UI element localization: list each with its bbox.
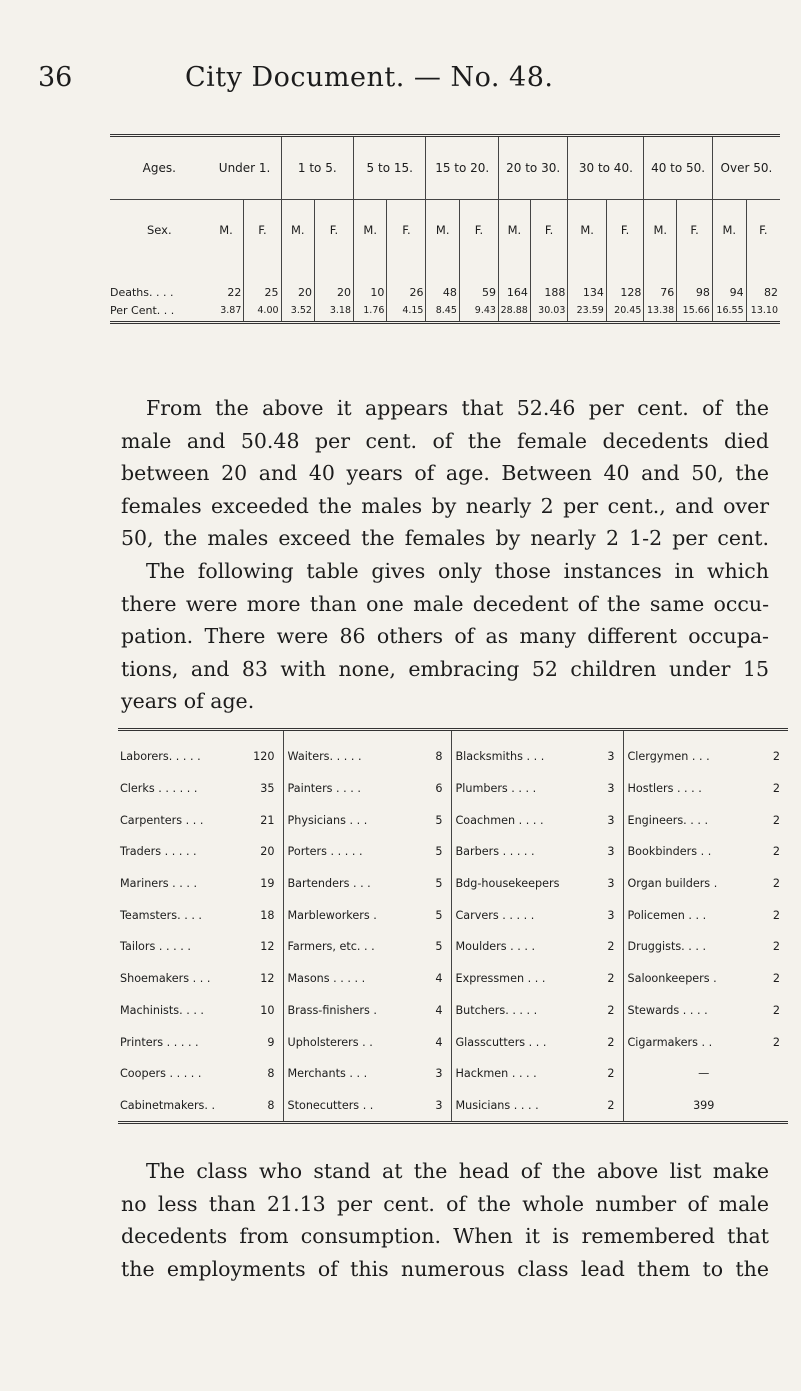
occupations-table (118, 728, 788, 1124)
occupation-count: 5 (435, 940, 443, 954)
occupation-name: Engineers. . . . (627, 813, 709, 827)
occupation-count: 19 (260, 877, 275, 891)
occupation-cell (451, 868, 623, 900)
occupation-name: Saloonkeepers . (627, 972, 717, 986)
occupation-name: Cabinetmakers. . (120, 1098, 216, 1112)
male-header: M. (281, 200, 314, 261)
occupation-name: Tailors . . . . . (120, 940, 191, 954)
female-header: F. (677, 200, 713, 261)
occupation-cell (283, 1058, 451, 1090)
occupation-count: 12 (260, 940, 275, 954)
occupation-count: 5 (435, 813, 443, 827)
occupation-name: Carvers . . . . . (455, 908, 535, 922)
page-number: 36 (38, 62, 73, 93)
deaths-row (110, 260, 780, 299)
occupation-count: 5 (435, 908, 443, 922)
text-line: pation. There were 86 others of as many different occupa- (121, 624, 769, 649)
female-header: F. (746, 200, 780, 261)
occupation-cell (623, 1090, 788, 1123)
occupation-count: 3 (607, 908, 615, 922)
page-header (0, 62, 801, 112)
percent-row (110, 299, 780, 323)
occupation-row (118, 730, 788, 773)
deaths-cell: 76 (644, 260, 677, 299)
occupation-cell (283, 1090, 451, 1123)
occupation-name: Bookbinders . . (627, 845, 712, 859)
deaths-cell: 48 (426, 260, 459, 299)
occupation-name: Policemen . . . (627, 908, 707, 922)
occupation-count: 2 (772, 877, 780, 891)
occupation-name: Clergymen . . . (627, 750, 710, 764)
occupation-count: 6 (435, 782, 443, 796)
occupation-cell (283, 868, 451, 900)
occupation-cell (451, 804, 623, 836)
sex-header-row (110, 200, 780, 261)
occupation-name: Hackmen . . . . (455, 1067, 537, 1081)
occupation-count: 2 (772, 813, 780, 827)
occupation-count: 2 (607, 1035, 615, 1049)
occupation-cell (118, 995, 283, 1027)
occupation-name: Carpenters . . . (120, 813, 204, 827)
occupation-total: 399 (693, 1098, 715, 1112)
female-header: F. (606, 200, 644, 261)
occupation-name: Mariners . . . . (120, 877, 198, 891)
deaths-label: Deaths. . . . (110, 286, 174, 299)
occupation-count: 5 (435, 845, 443, 859)
occupation-cell (118, 836, 283, 868)
text-line: From the above it appears that 52.46 per cent. of the (146, 396, 769, 420)
occupation-count: 120 (253, 750, 275, 764)
percent-cell: 9.43 (459, 299, 498, 323)
occupation-cell (451, 836, 623, 868)
occupation-count: 3 (607, 845, 615, 859)
occupation-cell (118, 804, 283, 836)
age-group: 20 to 30. (498, 136, 567, 200)
percent-cell: 3.87 (209, 299, 244, 323)
male-header: M. (209, 200, 244, 261)
occupation-cell (623, 868, 788, 900)
deaths-cell: 98 (677, 260, 713, 299)
occupation-count: 2 (772, 1003, 780, 1017)
text-line: The class who stand at the head of the above list make (146, 1159, 769, 1183)
deaths-cell: 164 (498, 260, 530, 299)
occupation-name: Upholsterers . . (287, 1035, 373, 1049)
occupation-cell (623, 804, 788, 836)
text-line: there were more than one male decedent of the same occu- (121, 591, 769, 616)
occupation-cell (283, 963, 451, 995)
occupation-name: Cigarmakers . . (627, 1035, 713, 1049)
occupation-count: 2 (772, 845, 780, 859)
occupation-row (118, 899, 788, 931)
occupation-name: Plumbers . . . . (455, 782, 537, 796)
occupation-cell (623, 995, 788, 1027)
percent-cell: 13.10 (750, 304, 778, 316)
deaths-by-age-table (110, 134, 780, 324)
occupation-cell (118, 773, 283, 805)
occupation-count: 5 (435, 877, 443, 891)
percent-cell: 8.45 (426, 299, 459, 323)
occupation-name: Glasscutters . . . (455, 1035, 547, 1049)
occupation-name: Blacksmiths . . . (455, 750, 545, 764)
percent-cell: 23.59 (568, 299, 606, 323)
occupation-cell (623, 1026, 788, 1058)
deaths-cell: 20 (314, 260, 353, 299)
occupation-count: 8 (267, 1098, 275, 1112)
occupation-name: Coachmen . . . . (455, 813, 544, 827)
age-group: 15 to 20. (426, 136, 498, 200)
occupation-cell (451, 730, 623, 773)
male-header: M. (568, 200, 606, 261)
occupation-cell (451, 963, 623, 995)
age-group: Over 50. (720, 161, 773, 175)
occupation-row (118, 995, 788, 1027)
sex-label: Sex. (110, 200, 209, 261)
text-line: no less than 21.13 per cent. of the whole number of male (121, 1191, 769, 1216)
occupation-cell (451, 773, 623, 805)
occupation-cell (623, 730, 788, 773)
occupation-name: Bdg-housekeepers (455, 877, 560, 891)
occupation-name: Masons . . . . . (287, 972, 366, 986)
occupation-name: Barbers . . . . . (455, 845, 535, 859)
occupation-row (118, 1026, 788, 1058)
text-line: females exceeded the males by nearly 2 per cent., and over (121, 493, 769, 518)
percent-cell: 3.52 (281, 299, 314, 323)
deaths-cell: 134 (568, 260, 606, 299)
deaths-cell: 20 (281, 260, 314, 299)
male-header: M. (644, 200, 677, 261)
deaths-cell: 128 (606, 260, 644, 299)
percent-cell: 20.45 (606, 299, 644, 323)
occupation-row (118, 804, 788, 836)
percent-cell: 1.76 (354, 299, 387, 323)
occupation-cell (623, 1058, 788, 1090)
occupation-name: Painters . . . . (287, 782, 361, 796)
deaths-cell: 82 (764, 286, 778, 299)
occupation-name: Brass-finishers . (287, 1003, 377, 1017)
occupation-name: Traders . . . . . (120, 845, 197, 859)
occupation-cell (451, 1026, 623, 1058)
ages-header-row (110, 136, 780, 200)
occupation-row (118, 963, 788, 995)
occupation-row (118, 868, 788, 900)
deaths-cell: 59 (459, 260, 498, 299)
occupation-row (118, 1058, 788, 1090)
occupation-total: — (698, 1067, 710, 1081)
occupation-count: 20 (260, 845, 275, 859)
deaths-cell: 188 (530, 260, 568, 299)
occupation-cell (451, 931, 623, 963)
occupation-count: 3 (435, 1067, 443, 1081)
occupation-cell (283, 836, 451, 868)
text-line: years of age. (121, 689, 255, 714)
male-header: M. (354, 200, 387, 261)
occupation-name: Expressmen . . . (455, 972, 546, 986)
percent-cell: 28.88 (498, 299, 530, 323)
running-title: City Document. — No. 48. (185, 62, 554, 93)
occupation-count: 18 (260, 908, 275, 922)
occupation-count: 2 (607, 940, 615, 954)
occupation-count: 12 (260, 972, 275, 986)
occupation-count: 3 (607, 813, 615, 827)
occupation-cell (283, 1026, 451, 1058)
occupation-name: Merchants . . . (287, 1067, 368, 1081)
occupation-count: 10 (260, 1003, 275, 1017)
occupation-count: 2 (607, 1003, 615, 1017)
occupation-count: 2 (772, 940, 780, 954)
occupation-count: 2 (772, 972, 780, 986)
text-line: The following table gives only those instances in which (146, 558, 769, 583)
occupation-count: 2 (772, 750, 780, 764)
occupation-cell (623, 899, 788, 931)
occupation-cell (283, 773, 451, 805)
deaths-cell: 94 (712, 260, 746, 299)
occupation-count: 2 (772, 1035, 780, 1049)
percent-cell: 3.18 (314, 299, 353, 323)
occupation-name: Printers . . . . . (120, 1035, 199, 1049)
female-header: F. (387, 200, 426, 261)
occupation-name: Clerks . . . . . . (120, 782, 198, 796)
male-header: M. (426, 200, 459, 261)
age-group: 40 to 50. (644, 136, 712, 200)
text-line: tions, and 83 with none, embracing 52 children under 15 (121, 656, 769, 681)
male-header: M. (498, 200, 530, 261)
percent-cell: 4.00 (244, 299, 281, 323)
occupation-cell (283, 931, 451, 963)
occupation-count: 8 (267, 1067, 275, 1081)
percent-label: Per Cent. . . (110, 303, 175, 317)
text-line: 50, the males exceed the females by nearly 2 1-2 per cent. (121, 526, 769, 551)
female-header: F. (459, 200, 498, 261)
occupation-name: Stonecutters . . (287, 1098, 374, 1112)
deaths-cell: 22 (209, 260, 244, 299)
occupation-name: Musicians . . . . (455, 1098, 539, 1112)
percent-cell: 4.15 (387, 299, 426, 323)
occupation-count: 2 (607, 1067, 615, 1081)
occupation-cell (283, 899, 451, 931)
occupation-name: Porters . . . . . (287, 845, 363, 859)
occupation-cell (118, 1026, 283, 1058)
occupation-count: 21 (260, 813, 275, 827)
occupation-count: 3 (607, 782, 615, 796)
female-header: F. (314, 200, 353, 261)
occupation-cell (118, 1058, 283, 1090)
occupation-name: Farmers, etc. . . (287, 940, 375, 954)
female-header: F. (530, 200, 568, 261)
text-line: between 20 and 40 years of age. Between 40 and 50, the (121, 461, 769, 486)
occupation-cell (118, 963, 283, 995)
occupation-row (118, 1090, 788, 1123)
occupation-name: Shoemakers . . . (120, 972, 211, 986)
occupation-count: 3 (607, 877, 615, 891)
occupation-count: 2 (607, 972, 615, 986)
occupation-count: 3 (607, 750, 615, 764)
occupation-cell (451, 1090, 623, 1123)
occupation-cell (283, 804, 451, 836)
occupation-cell (283, 730, 451, 773)
occupation-cell (623, 773, 788, 805)
occupation-cell (118, 931, 283, 963)
age-group: 1 to 5. (281, 136, 353, 200)
occupation-name: Bartenders . . . (287, 877, 371, 891)
occupation-count: 35 (260, 782, 275, 796)
occupation-name: Coopers . . . . . (120, 1067, 202, 1081)
occupation-count: 9 (267, 1035, 275, 1049)
occupation-row (118, 931, 788, 963)
occupation-name: Physicians . . . (287, 813, 368, 827)
age-group: 30 to 40. (568, 136, 644, 200)
occupation-name: Teamsters. . . . (120, 908, 202, 922)
occupation-cell (118, 1090, 283, 1123)
female-header: F. (244, 200, 281, 261)
occupation-name: Organ builders . (627, 877, 718, 891)
occupation-name: Stewards . . . . (627, 1003, 708, 1017)
occupation-row (118, 773, 788, 805)
occupation-cell (451, 899, 623, 931)
age-group: 5 to 15. (354, 136, 426, 200)
occupation-row (118, 836, 788, 868)
percent-cell: 15.66 (677, 299, 713, 323)
occupation-count: 8 (435, 750, 443, 764)
text-line: decedents from consumption. When it is remembered that (121, 1224, 769, 1249)
occupation-cell (623, 963, 788, 995)
text-line: male and 50.48 per cent. of the female decedents died (121, 428, 769, 453)
occupation-name: Hostlers . . . . (627, 782, 702, 796)
male-header: M. (712, 200, 746, 261)
occupation-cell (118, 730, 283, 773)
occupation-cell (283, 995, 451, 1027)
paragraph-consumption-ages (121, 392, 769, 718)
occupation-name: Butchers. . . . . (455, 1003, 538, 1017)
deaths-cell: 10 (354, 260, 387, 299)
occupation-cell (451, 1058, 623, 1090)
occupation-name: Marbleworkers . (287, 908, 377, 922)
occupation-cell (451, 995, 623, 1027)
age-group: Under 1. (209, 136, 281, 200)
occupation-name: Machinists. . . . (120, 1003, 204, 1017)
occupation-cell (623, 836, 788, 868)
occupation-name: Druggists. . . . (627, 940, 707, 954)
ages-label: Ages. (142, 161, 176, 175)
occupation-count: 4 (435, 1003, 443, 1017)
paragraph-laborers (121, 1155, 769, 1285)
occupation-cell (118, 899, 283, 931)
occupation-count: 3 (435, 1098, 443, 1112)
occupation-count: 2 (772, 908, 780, 922)
percent-cell: 16.55 (712, 299, 746, 323)
deaths-cell: 26 (387, 260, 426, 299)
occupation-cell (623, 931, 788, 963)
occupation-count: 2 (772, 782, 780, 796)
occupation-name: Moulders . . . . (455, 940, 536, 954)
percent-cell: 13.38 (644, 299, 677, 323)
occupation-count: 2 (607, 1098, 615, 1112)
occupation-count: 4 (435, 1035, 443, 1049)
percent-cell: 30.03 (530, 299, 568, 323)
occupation-name: Laborers. . . . . (120, 750, 201, 764)
deaths-cell: 25 (244, 260, 281, 299)
occupation-cell (118, 868, 283, 900)
occupation-count: 4 (435, 972, 443, 986)
text-line: the employments of this numerous class lead them to the (121, 1256, 769, 1281)
occupation-name: Waiters. . . . . (287, 750, 362, 764)
